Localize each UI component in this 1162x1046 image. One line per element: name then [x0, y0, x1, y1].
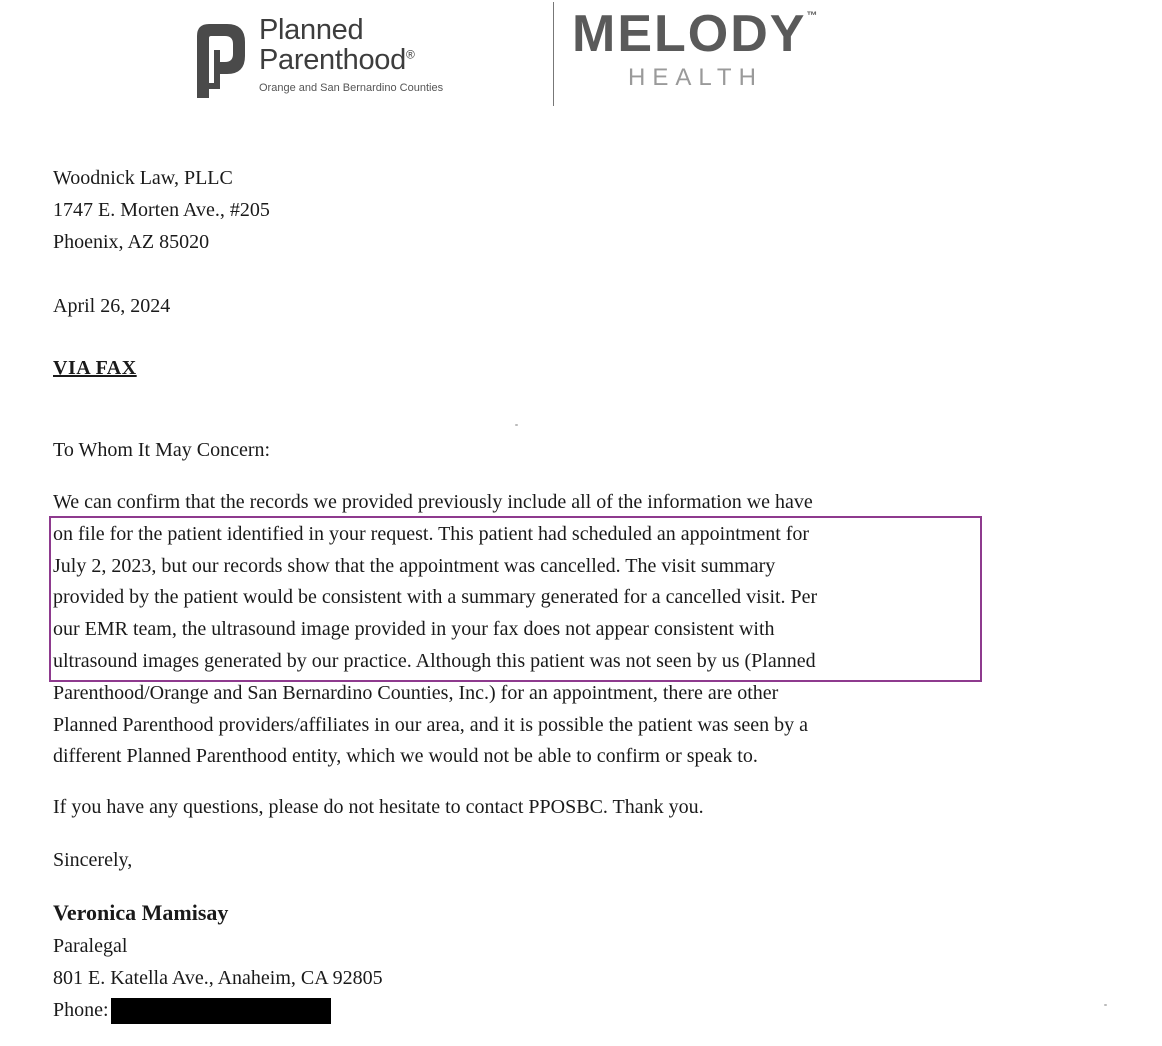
phone-redaction [111, 998, 331, 1024]
melody-word: MELODY [572, 5, 807, 63]
salutation: To Whom It May Concern: [53, 439, 271, 461]
letter-date: April 26, 2024 [53, 295, 171, 317]
recipient-line: Phoenix, AZ 85020 [53, 231, 210, 253]
pp-name-line2 [259, 46, 415, 75]
letterhead-divider [553, 2, 554, 106]
pp-name-word: Parenthood [259, 44, 406, 76]
delivery-method: VIA FAX [53, 357, 137, 379]
signature-block [53, 930, 383, 1026]
signature-address: 801 E. Katella Ave., Anaheim, CA 92805 [53, 967, 383, 989]
body-line: provided by the patient would be consistent with a summary generated for a cancelled visit. Per [53, 586, 818, 609]
body-line: ultrasound images generated by our practice. Although this patient was not seen by us (Planned [53, 649, 816, 672]
scan-speck [1104, 1004, 1107, 1006]
body-line: July 2, 2023, but our records show that the appointment was cancelled. The visit summary [53, 554, 776, 577]
body-line: different Planned Parenthood entity, which we would not be able to confirm or speak to. [53, 745, 758, 768]
body-line: Planned Parenthood providers/affiliates in our area, and it is possible the patient was seen by a [53, 713, 808, 736]
signature-name: Veronica Mamisay [53, 900, 229, 925]
pp-name-line1: Planned [259, 14, 364, 46]
melody-subtitle: HEALTH [628, 64, 763, 91]
contact-line: If you have any questions, please do not hesitate to contact PPOSBC. Thank you. [53, 796, 704, 818]
phone-label: Phone: [53, 999, 109, 1021]
body-line: We can confirm that the records we provided previously include all of the information we have [53, 491, 813, 513]
melody-health-logo [572, 5, 842, 98]
planned-parenthood-logo [193, 14, 553, 102]
recipient-line: Woodnick Law, PLLC [53, 167, 233, 189]
body-line: on file for the patient identified in your request. This patient had scheduled an appointment for [53, 522, 810, 545]
recipient-address [53, 162, 270, 258]
pp-subtitle: Orange and San Bernardino Counties [259, 82, 444, 94]
scan-speck [515, 424, 518, 426]
signature-phone [53, 994, 383, 1026]
body-line: Parenthood/Orange and San Bernardino Counties, Inc.) for an appointment, there are other [53, 681, 779, 704]
recipient-line: 1747 E. Morten Ave., #205 [53, 199, 270, 221]
body-paragraph [53, 487, 817, 773]
signature-title: Paralegal [53, 935, 128, 957]
body-line: our EMR team, the ultrasound image provided in your fax does not appear consistent with [53, 618, 775, 641]
planned-parenthood-p-mark-icon [193, 20, 249, 100]
registered-mark: ® [405, 47, 415, 62]
trademark-mark: ™ [806, 10, 820, 22]
closing: Sincerely, [53, 849, 133, 871]
melody-name [572, 5, 820, 63]
